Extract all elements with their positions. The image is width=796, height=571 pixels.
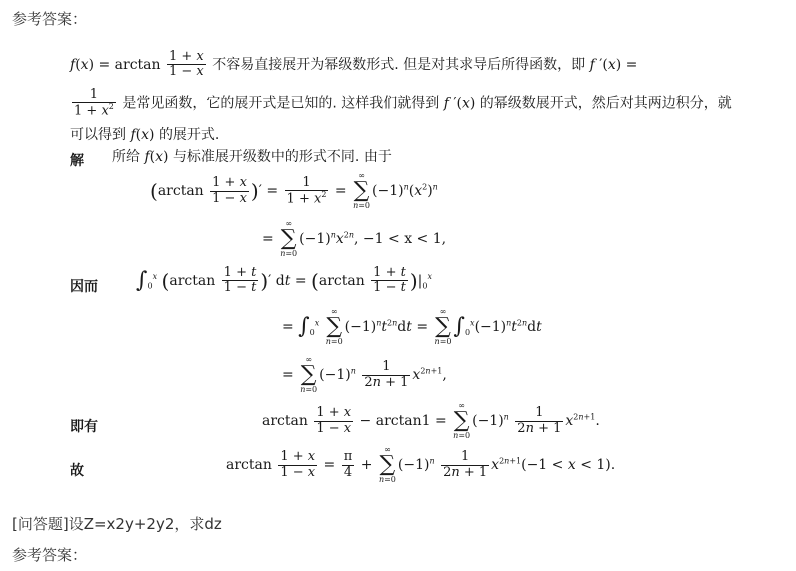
intro-text-2: 是常见函数，它的展开式是已知的. 这样我们就得到 xyxy=(122,95,440,112)
intro-text-1: 不容易直接展开为幂级数形式. 但是对其求导后所得函数，即 xyxy=(212,56,586,73)
intro-text-3b: 的展开式. xyxy=(158,127,220,143)
equation-result: arctan $\frac{1 + x}{1 - x}$ − arctan1 = ∞ ∑ n=0 $(-1)^n$ $\frac{1}{2n + 1}$ $x^{2n+1}$. xyxy=(262,401,600,440)
equation-final: arctan $\frac{1 + x}{1 - x}$ = $\frac{\pi}{4}$ + ∞ ∑ n=0 $(-1)^n$ $\frac{1}{2n + 1}$ $x^{2n+1}(-1 < x < 1)$. xyxy=(226,445,616,484)
therefore-label: 因而 xyxy=(70,279,98,295)
solution-text-2: 与标准展开级数中的形式不同. 由于 xyxy=(172,149,392,165)
question-text: [问答题]设Z=x2y+2y2，求dz xyxy=(12,515,222,533)
intro-line-1: f(x) = arctan $\frac{1 + x}{1 - x}$ 不容易直接展开为幂级数形式. 但是对其求导后所得函数，即 f ′(x) = xyxy=(70,49,638,80)
hence-label: 故 xyxy=(70,463,84,479)
solution-line: 所给 f(x) 与标准展开级数中的形式不同. 由于 xyxy=(112,149,392,165)
answer-heading: 参考答案： xyxy=(12,10,88,28)
intro-line-2: $\frac{1}{1 + x^2}$ 是常见函数，它的展开式是已知的. 这样我们就得到 f ′(x) 的幂级数展开式，然后对其两边积分，就 xyxy=(74,87,732,119)
equation-derivative: (arctan $\frac{1 + x}{1 - x}$ )′ = $\frac{1}{1 + x^2}$ = ∞ ∑ n=0 $(-1)^n(x^2)^n$ xyxy=(150,171,438,210)
ie-label: 即有 xyxy=(70,419,98,435)
equation-integral-3: = ∞ ∑ n=0 $(-1)^n$ $\frac{1}{2n + 1}$ $x^{2n+1}$, xyxy=(282,355,447,394)
range-text: −1 < x < 1, xyxy=(362,231,447,247)
intro-line-3: 可以得到 f(x) 的展开式. xyxy=(70,127,220,143)
equation-series: = ∞ ∑ n=0 $(-1)^nx^{2n}$, −1 < x < 1, xyxy=(262,219,447,258)
solution-label: 解 xyxy=(70,153,84,169)
equation-integral: $\int_0^x$ (arctan $\frac{1 + t}{1 - t}$ )′ dt = (arctan $\frac{1 + t}{1 - t}$ )$|_0^x$ xyxy=(136,265,432,296)
intro-text-3: 可以得到 xyxy=(70,127,126,143)
solution-text: 所给 xyxy=(112,149,140,165)
intro-text-2b: 的幂级数展开式，然后对其两边积分，就 xyxy=(479,95,732,112)
answer-heading-2: 参考答案： xyxy=(12,546,88,564)
equation-integral-2: = $\int_0^x$ ∞ ∑ n=0 $(-1)^nt^{2n}dt$ = ∞ ∑ n=0 $\int_0^x(-1)^nt^{2n}dt$ xyxy=(282,307,542,346)
